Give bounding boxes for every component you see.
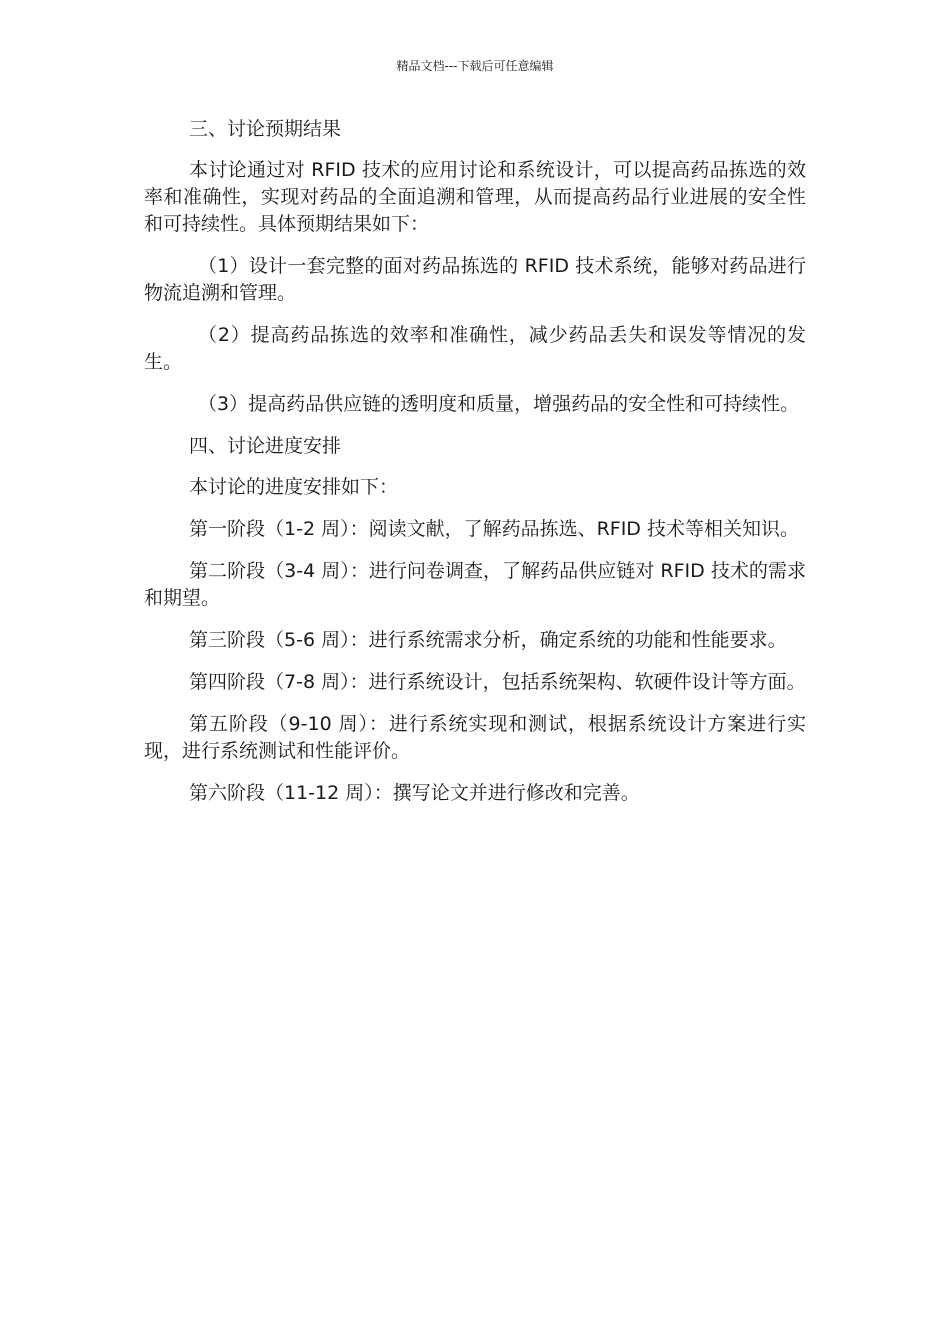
paragraph-expected-result-2: （2）提高药品拣选的效率和准确性，减少药品丢失和误发等情况的发生。 — [144, 324, 806, 373]
paragraph-expected-results-intro: 本讨论通过对 RFID 技术的应用讨论和系统设计，可以提高药品拣选的效率和准确性，实现对药品的全面追溯和管理，从而提高药品行业进展的安全性和可持续性。具体预期结果如下： — [144, 159, 806, 235]
paragraph-schedule-stage-1: 第一阶段（1-2 周）：阅读文献，了解药品拣选、RFID 技术等相关知识。 — [189, 518, 799, 540]
paragraph-schedule-stage-2: 第二阶段（3-4 周）：进行问卷调查，了解药品供应链对 RFID 技术的需求和期望。 — [144, 560, 806, 609]
paragraph-schedule-intro: 本讨论的进度安排如下： — [189, 476, 399, 498]
paragraph-expected-result-3: （3）提高药品供应链的透明度和质量，增强药品的安全性和可持续性。 — [198, 393, 800, 415]
page-header: 精品文档---下载后可任意编辑 — [396, 59, 554, 73]
paragraph-schedule-stage-5: 第五阶段（9-10 周）：进行系统实现和测试，根据系统设计方案进行实现，进行系统测试和性能评价。 — [144, 713, 806, 762]
section-heading-expected-results: 三、讨论预期结果 — [189, 118, 342, 140]
paragraph-expected-result-1: （1）设计一套完整的面对药品拣选的 RFID 技术系统，能够对药品进行物流追溯和管理。 — [144, 255, 806, 304]
paragraph-schedule-stage-4: 第四阶段（7-8 周）：进行系统设计，包括系统架构、软硬件设计等方面。 — [189, 671, 806, 693]
paragraph-schedule-stage-3: 第三阶段（5-6 周）：进行系统需求分析，确定系统的功能和性能要求。 — [189, 629, 787, 651]
paragraph-schedule-stage-6: 第六阶段（11-12 周）：撰写论文并进行修改和完善。 — [189, 782, 640, 804]
section-heading-schedule: 四、讨论进度安排 — [189, 435, 342, 457]
document-body — [144, 116, 806, 822]
